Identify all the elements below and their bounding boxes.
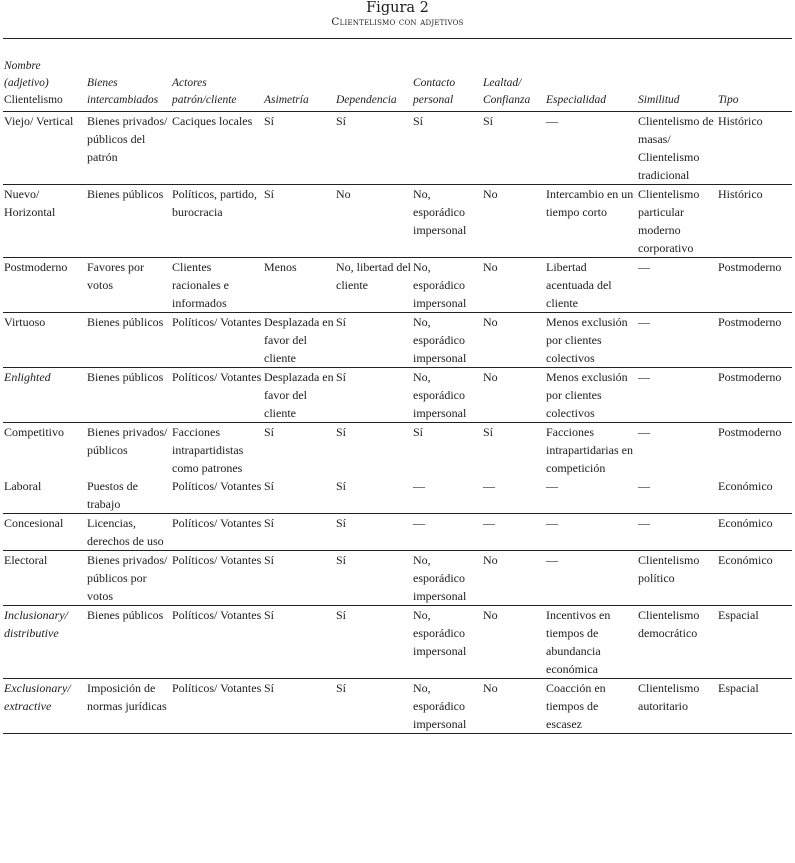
cell-contacto: No, esporádico impersonal [413, 681, 467, 731]
cell-nombre: Electoral [4, 553, 48, 567]
clientelism-table [3, 38, 792, 734]
cell-similitud: — [638, 370, 650, 384]
cell-actores: Políticos/ Votantes [172, 681, 262, 695]
cell-actores: Políticos/ Votantes [172, 608, 262, 622]
table-row [3, 185, 792, 258]
header-contacto: Contacto personal [413, 77, 456, 106]
cell-actores: Políticos/ Votantes [172, 370, 262, 384]
cell-contacto: Sí [413, 425, 424, 439]
cell-lealtad: No [483, 370, 498, 384]
cell-similitud: Clientelismo autoritario [638, 681, 700, 713]
cell-contacto: — [413, 479, 425, 493]
cell-lealtad: — [483, 479, 495, 493]
cell-dependencia: Sí [336, 114, 347, 128]
cell-lealtad: Sí [483, 114, 494, 128]
cell-actores: Clientes racionales e informados [172, 260, 229, 310]
cell-actores: Políticos/ Votantes [172, 479, 262, 493]
table-row [3, 477, 792, 514]
cell-bienes: Bienes privados/ públicos del patrón [87, 114, 168, 164]
table-row [3, 606, 792, 679]
cell-actores: Políticos/ Votantes [172, 516, 262, 530]
cell-tipo: Histórico [718, 114, 763, 128]
cell-dependencia: Sí [336, 425, 347, 439]
cell-asimetria: Sí [264, 425, 275, 439]
cell-lealtad: Sí [483, 425, 494, 439]
cell-asimetria: Sí [264, 479, 275, 493]
cell-especialidad: Facciones intrapartidarias en competición [546, 425, 633, 475]
header-actores: Actores patrón/cliente [172, 77, 237, 106]
cell-especialidad: Menos exclusión por clientes colectivos [546, 315, 628, 365]
header-nombre [3, 39, 86, 112]
cell-tipo: Espacial [718, 681, 759, 695]
header-similitud: Similitud [638, 94, 680, 106]
cell-dependencia: No [336, 187, 351, 201]
cell-especialidad: — [546, 553, 558, 567]
cell-similitud: — [638, 516, 650, 530]
cell-especialidad: Menos exclusión por clientes colectivos [546, 370, 628, 420]
cell-especialidad: Intercambio en un tiempo corto [546, 187, 634, 219]
cell-dependencia: Sí [336, 315, 347, 329]
cell-similitud: — [638, 425, 650, 439]
cell-lealtad: No [483, 681, 498, 695]
cell-especialidad: Coacción en tiempos de escasez [546, 681, 606, 731]
cell-actores: Políticos/ Votantes [172, 553, 262, 567]
header-nombre-line3: Clientelismo [4, 94, 63, 106]
cell-similitud: Clientelismo particular moderno corporativo [638, 187, 700, 255]
header-tipo: Tipo [718, 94, 739, 106]
cell-contacto: No, esporádico impersonal [413, 608, 467, 658]
cell-nombre: Virtuoso [4, 315, 46, 329]
header-nombre-line2: (adjetivo) [4, 77, 49, 89]
cell-bienes: Bienes públicos [87, 187, 164, 201]
cell-bienes: Favores por votos [87, 260, 144, 292]
cell-similitud: — [638, 479, 650, 493]
cell-especialidad: — [546, 479, 558, 493]
cell-dependencia: Sí [336, 553, 347, 567]
cell-similitud: Clientelismo de masas/ Clientelismo tradicional [638, 114, 714, 182]
cell-asimetria: Sí [264, 681, 275, 695]
cell-bienes: Bienes privados/ públicos por votos [87, 553, 168, 603]
header-lealtad: Lealtad/ Confianza [483, 77, 531, 106]
cell-actores: Políticos/ Votantes [172, 315, 262, 329]
cell-bienes: Bienes privados/ públicos [87, 425, 168, 457]
table-row [3, 551, 792, 606]
header-bienes: Bienes intercambiados [87, 77, 159, 106]
cell-actores: Caciques locales [172, 114, 253, 128]
header-nombre-line1: Nombre [4, 60, 41, 72]
cell-especialidad: Libertad acentuada del cliente [546, 260, 612, 310]
cell-contacto: No, esporádico impersonal [413, 187, 467, 237]
cell-actores: Políticos, partido, burocracia [172, 187, 257, 219]
cell-tipo: Económico [718, 479, 773, 493]
cell-nombre: Nuevo/ Horizontal [4, 187, 56, 219]
figure-subtitle: Clientelismo con adjetivos [331, 16, 464, 28]
cell-contacto: No, esporádico impersonal [413, 370, 467, 420]
cell-especialidad: Incentivos en tiempos de abundancia económica [546, 608, 611, 676]
table-row [3, 313, 792, 368]
cell-actores: Facciones intrapartidistas como patrones [172, 425, 244, 475]
cell-dependencia: No, libertad del cliente [336, 260, 411, 292]
cell-similitud: — [638, 315, 650, 329]
cell-asimetria: Sí [264, 187, 275, 201]
cell-lealtad: No [483, 315, 498, 329]
cell-nombre: Enlighted [4, 370, 51, 384]
cell-especialidad: — [546, 516, 558, 530]
cell-asimetria: Sí [264, 114, 275, 128]
cell-asimetria: Sí [264, 608, 275, 622]
cell-tipo: Económico [718, 516, 773, 530]
table-row [3, 112, 792, 185]
cell-bienes: Imposición de normas jurídicas [87, 681, 167, 713]
cell-nombre: Laboral [4, 479, 42, 493]
cell-asimetria: Desplazada en favor del cliente [264, 370, 334, 420]
cell-asimetria: Desplazada en favor del cliente [264, 315, 334, 365]
header-asimetria: Asimetría [264, 94, 309, 106]
cell-bienes: Puestos de trabajo [87, 479, 138, 511]
cell-bienes: Bienes públicos [87, 608, 164, 622]
cell-lealtad: No [483, 187, 498, 201]
table-row [3, 368, 792, 423]
cell-similitud: — [638, 260, 650, 274]
cell-dependencia: Sí [336, 516, 347, 530]
cell-nombre: Competitivo [4, 425, 64, 439]
cell-contacto: — [413, 516, 425, 530]
cell-contacto: No, esporádico impersonal [413, 315, 467, 365]
cell-asimetria: Menos [264, 260, 297, 274]
table-row [3, 423, 792, 478]
cell-lealtad: — [483, 516, 495, 530]
cell-bienes: Bienes públicos [87, 370, 164, 384]
table-row [3, 514, 792, 551]
cell-similitud: Clientelismo político [638, 553, 700, 585]
table-row [3, 258, 792, 313]
cell-lealtad: No [483, 260, 498, 274]
cell-dependencia: Sí [336, 479, 347, 493]
cell-tipo: Histórico [718, 187, 763, 201]
cell-dependencia: Sí [336, 370, 347, 384]
header-especialidad: Especialidad [546, 94, 607, 106]
cell-nombre: Inclusionary/ distributive [4, 608, 68, 640]
cell-contacto: No, esporádico impersonal [413, 553, 467, 603]
cell-especialidad: — [546, 114, 558, 128]
cell-nombre: Exclusionary/ extractive [4, 681, 71, 713]
header-dependencia: Dependencia [336, 94, 397, 106]
table-row [3, 679, 792, 734]
cell-contacto: No, esporádico impersonal [413, 260, 467, 310]
table-header-row [3, 39, 792, 112]
cell-lealtad: No [483, 608, 498, 622]
cell-tipo: Espacial [718, 608, 759, 622]
cell-bienes: Licencias, derechos de uso [87, 516, 164, 548]
cell-lealtad: No [483, 553, 498, 567]
cell-dependencia: Sí [336, 608, 347, 622]
cell-contacto: Sí [413, 114, 424, 128]
cell-tipo: Postmoderno [718, 425, 782, 439]
cell-nombre: Concesional [4, 516, 64, 530]
cell-nombre: Viejo/ Vertical [4, 114, 74, 128]
cell-tipo: Postmoderno [718, 370, 782, 384]
cell-nombre: Postmoderno [4, 260, 68, 274]
figure-title: Figura 2 [366, 0, 429, 16]
cell-asimetria: Sí [264, 553, 275, 567]
cell-bienes: Bienes públicos [87, 315, 164, 329]
cell-dependencia: Sí [336, 681, 347, 695]
cell-similitud: Clientelismo democrático [638, 608, 700, 640]
cell-tipo: Postmoderno [718, 260, 782, 274]
cell-tipo: Económico [718, 553, 773, 567]
cell-tipo: Postmoderno [718, 315, 782, 329]
cell-asimetria: Sí [264, 516, 275, 530]
